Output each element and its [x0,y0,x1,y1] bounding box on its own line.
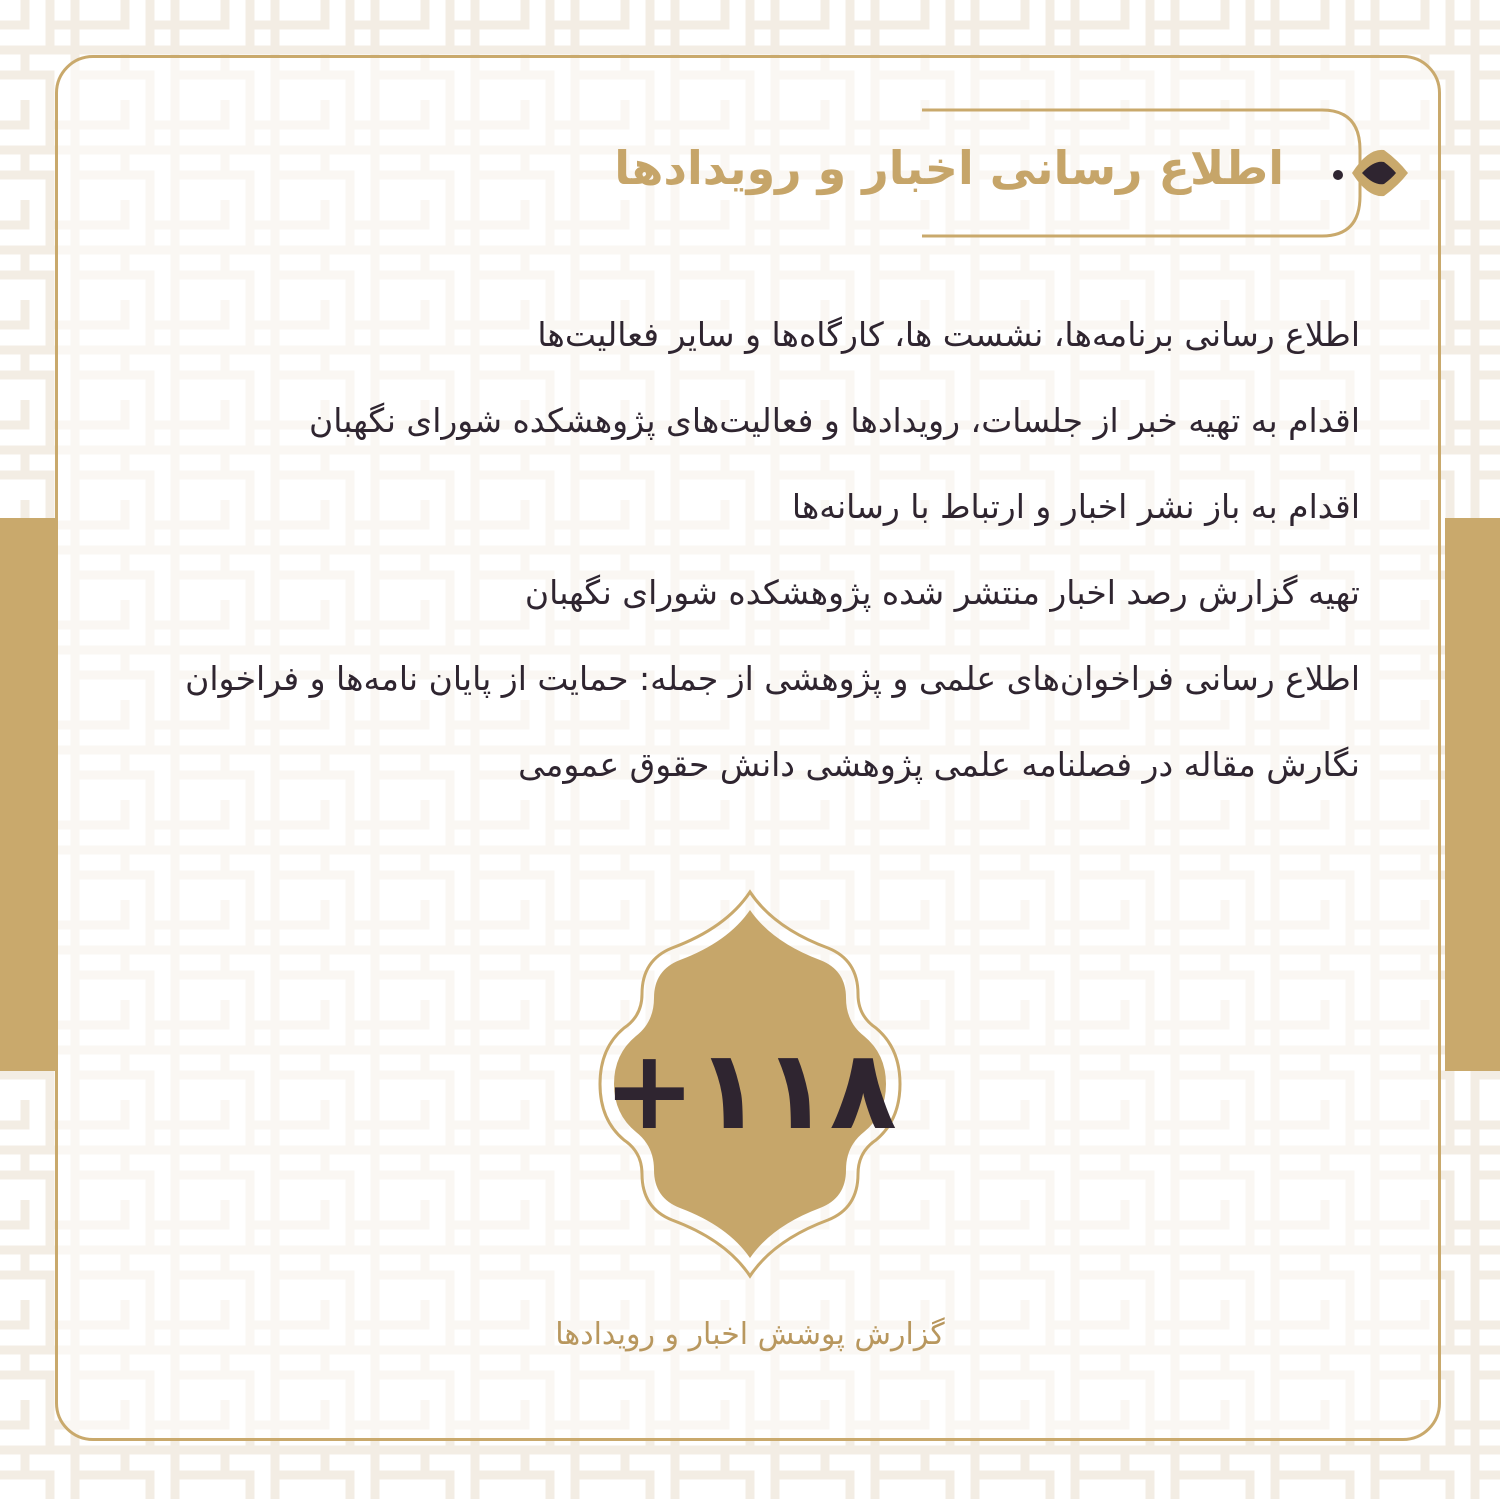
list-item: اطلاع رسانی فراخوان‌های علمی و پژوهشی از جمله: حمایت از پایان نامه‌ها و فراخوان [185,659,1360,698]
list-item: اقدام به باز نشر اخبار و ارتباط با رسانه‌ها [791,487,1360,526]
list-item: اطلاع رسانی برنامه‌ها، نشست ها، کارگاه‌ها و سایر فعالیت‌ها [537,315,1360,354]
list-item: اقدام به تهیه خبر از جلسات، رویدادها و فعالیت‌های پژوهشکده شورای نگهبان [309,401,1360,440]
activities-list [100,292,1360,808]
left-accent-band [0,518,55,1071]
badge-count: +۱۱۸ [603,1026,897,1154]
right-accent-band [1445,518,1500,1071]
badge-caption: گزارش پوشش اخبار و رویدادها [555,1317,945,1352]
list-item: تهیه گزارش رصد اخبار منتشر شده پژوهشکده شورای نگهبان [524,573,1360,612]
page-title: اطلاع رسانی اخبار و رویدادها [614,141,1284,195]
list-item: نگارش مقاله در فصلنامه علمی پژوهشی دانش حقوق عمومی [518,745,1360,784]
